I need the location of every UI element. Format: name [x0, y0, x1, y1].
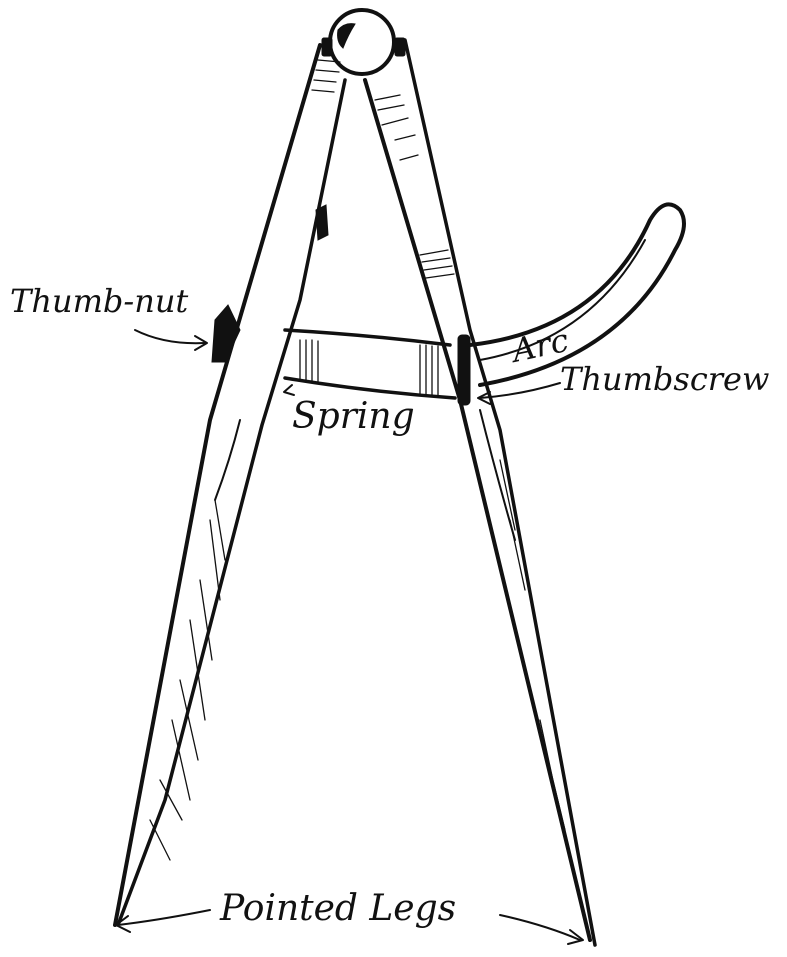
label-thumbscrew: Thumbscrew [560, 360, 770, 398]
label-pointed-legs: Pointed Legs [220, 888, 457, 929]
spring-band [285, 330, 455, 398]
label-thumb-nut: Thumb-nut [10, 282, 189, 320]
label-spring: Spring [292, 396, 415, 437]
right-leg [365, 40, 595, 945]
arc-bar [470, 204, 684, 385]
label-arc: Arc [508, 320, 572, 370]
hinge-ball [322, 10, 405, 74]
thumbscrew [458, 335, 470, 405]
thumb-nut [212, 205, 328, 362]
left-leg [115, 45, 345, 925]
